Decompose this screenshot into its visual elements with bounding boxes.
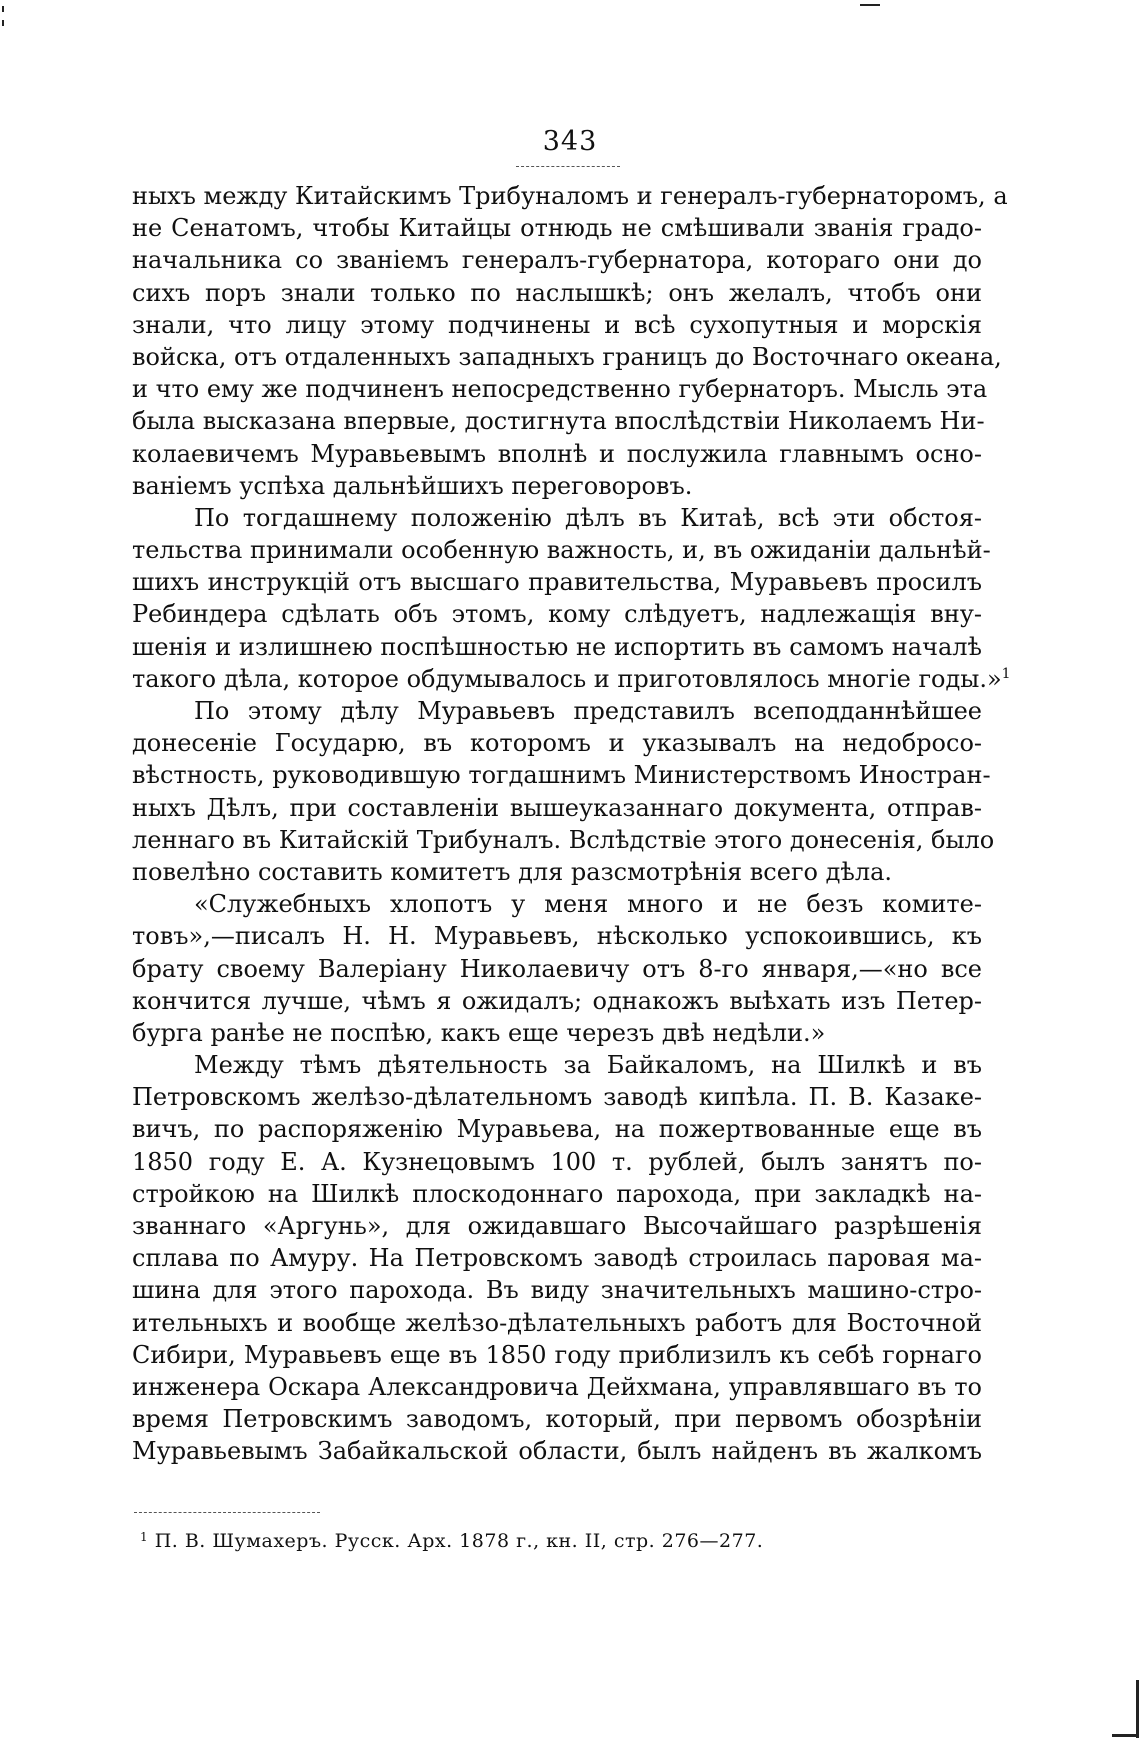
text-line: По тогдашнему положенію дѣлъ въ Китаѣ, всѣ эти обстоя-	[194, 503, 982, 532]
text-line: Муравьевымъ Забайкальской области, былъ найденъ въ жалкомъ	[132, 1437, 982, 1466]
text-line: бурга ранѣе не поспѣю, какъ еще черезъ двѣ недѣли.»	[132, 1018, 826, 1047]
scan-mark	[2, 20, 4, 26]
text-line: шихъ инструкцій отъ высшаго правительства, Муравьевъ просилъ	[132, 568, 982, 597]
text-line: ительныхъ и вообще желѣзо-дѣлательныхъ работъ для Восточной	[132, 1308, 982, 1337]
text-line: Петровскомъ желѣзо-дѣлательномъ заводѣ кипѣла. П. В. Казаке-	[132, 1083, 982, 1112]
footnote-reference: 1	[1001, 665, 1011, 682]
text-line: ныхъ Дѣлъ, при составленіи вышеуказаннаго документа, отправ-	[132, 793, 982, 822]
text-line: званнаго «Аргунь», для ожидавшаго Высочайшаго разрѣшенія	[132, 1212, 982, 1240]
text-line: Сибири, Муравьевъ еще въ 1850 году приблизилъ къ себѣ горнаго	[132, 1340, 982, 1369]
text-line: шенія и излишнею поспѣшностью не испортить въ самомъ началѣ	[132, 632, 982, 661]
text-line-with-footnote-ref	[132, 663, 1011, 695]
text-line: знали, что лицу этому подчинены и всѣ сухопутныя и морскія	[132, 310, 982, 339]
body-text	[132, 180, 1011, 1468]
scan-mark	[1112, 1734, 1139, 1737]
footnote-rule	[134, 1512, 320, 1513]
text-line: время Петровскимъ заводомъ, который, при первомъ обозрѣніи	[132, 1405, 982, 1434]
text-line: начальника со званіемъ генералъ-губернатора, котораго они до	[132, 246, 982, 275]
text-line: леннаго въ Китайскій Трибуналъ. Вслѣдствіе этого донесенія, было	[132, 825, 995, 854]
text-line: сплава по Амуру. На Петровскомъ заводѣ строилась паровая ма-	[132, 1244, 982, 1273]
text-line: повелѣно составить комитетъ для разсмотрѣнія всего дѣла.	[132, 857, 893, 886]
text-line: «Служебныхъ хлопотъ у меня много и не безъ комите-	[194, 890, 982, 919]
text-line: товъ»,—писалъ Н. Н. Муравьевъ, нѣсколько успокоившись, къ	[132, 922, 982, 951]
text-line: ныхъ между Китайскимъ Трибуналомъ и генералъ-губернаторомъ, а	[132, 182, 1008, 210]
text-line: шина для этого парохода. Въ виду значительныхъ машино-стро-	[132, 1276, 982, 1305]
text-line: По этому дѣлу Муравьевъ представилъ всеподданнѣйшее	[194, 697, 982, 725]
text-line: не Сенатомъ, чтобы Китайцы отнюдь не смѣшивали званія градо-	[132, 214, 982, 243]
scan-mark	[1136, 1680, 1139, 1738]
text-line: ваніемъ успѣха дальнѣйшихъ переговоровъ.	[132, 471, 693, 500]
text-line: кончится лучше, чѣмъ я ожидалъ; однакожъ выѣхать изъ Петер-	[132, 986, 982, 1015]
text-line: сихъ поръ знали только по наслышкѣ; онъ желалъ, чтобъ они	[132, 278, 982, 307]
text-line: и что ему же подчиненъ непосредственно губернаторъ. Мысль эта	[132, 375, 988, 404]
text-line: была высказана впервые, достигнута впослѣдствіи Николаемъ Ни-	[132, 407, 985, 436]
page-number-rule	[516, 166, 620, 167]
text-line: колаевичемъ Муравьевымъ вполнѣ и послужила главнымъ осно-	[132, 439, 982, 468]
text-line: 1850 году Е. А. Кузнецовымъ 100 т. рублей, былъ занятъ по-	[132, 1147, 982, 1176]
text-line: брату своему Валеріану Николаевичу отъ 8-го января,—«но все	[132, 954, 982, 983]
footnote-text: П. В. Шумахеръ. Русск. Арх. 1878 г., кн. II, стр. 276—277.	[154, 1530, 764, 1552]
footnote	[140, 1530, 763, 1552]
text-line: Ребиндера сдѣлать объ этомъ, кому слѣдуетъ, надлежащія вну-	[132, 600, 982, 629]
text-line: стройкою на Шилкѣ плоскодоннаго парохода, при закладкѣ на-	[132, 1179, 982, 1208]
text-line: вѣстность, руководившую тогдашнимъ Министерствомъ Иностран-	[132, 761, 991, 790]
footnote-mark: 1	[140, 1530, 149, 1544]
text-line: инженера Оскара Александровича Дейхмана, управлявшаго въ то	[132, 1372, 982, 1401]
page-number: 343	[542, 126, 598, 157]
scan-mark	[860, 4, 880, 6]
text-line: такого дѣла, которое обдумывалось и приготовлялось многіе годы.»	[132, 664, 1002, 693]
scan-mark	[2, 6, 4, 12]
text-line: Между тѣмъ дѣятельность за Байкаломъ, на Шилкѣ и въ	[194, 1051, 982, 1080]
text-line: вичъ, по распоряженію Муравьева, на пожертвованные еще въ	[132, 1115, 982, 1144]
text-line: войска, отъ отдаленныхъ западныхъ границъ до Восточнаго океана,	[132, 342, 1002, 371]
text-line: донесеніе Государю, въ которомъ и указывалъ на недобросо-	[132, 729, 982, 758]
text-line: тельства принимали особенную важность, и, въ ожиданіи дальнѣй-	[132, 536, 991, 565]
